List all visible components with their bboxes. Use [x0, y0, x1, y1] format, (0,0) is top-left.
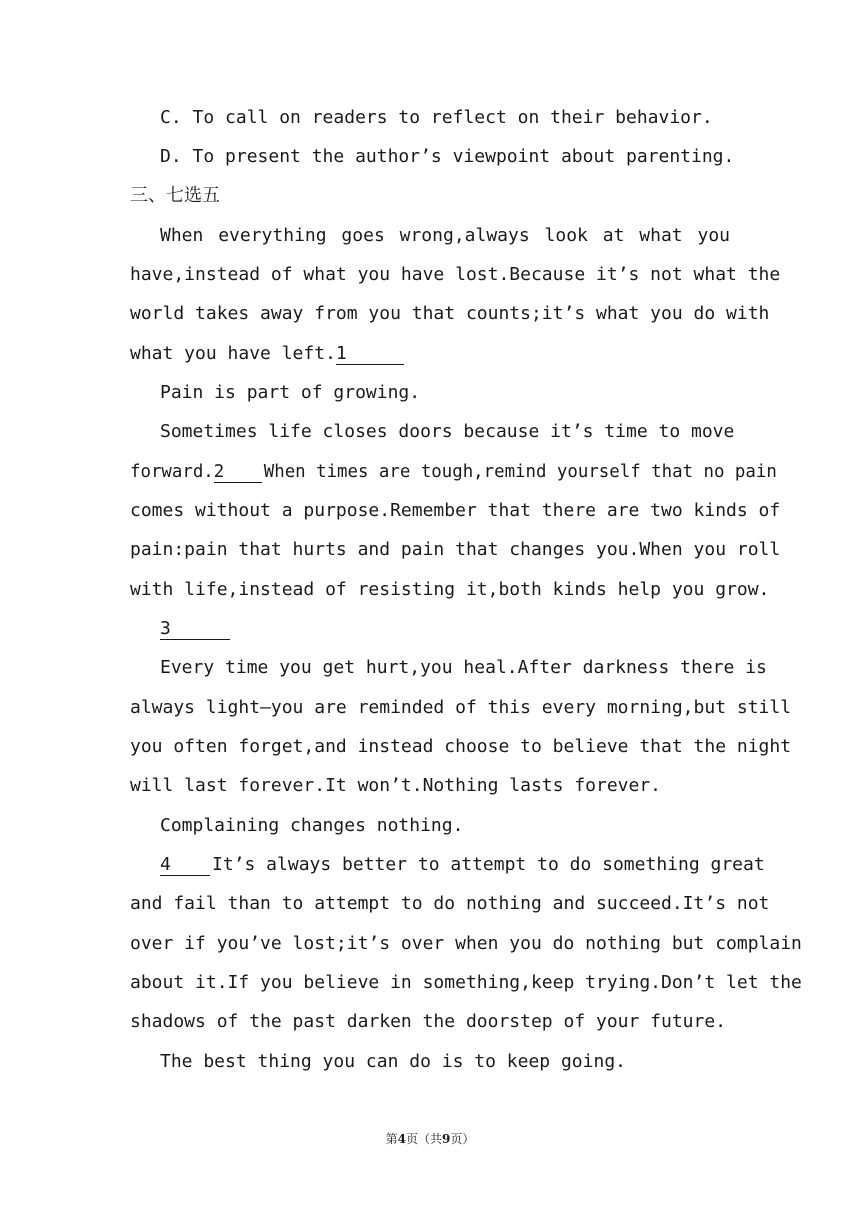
- passage-line: shadows of the past darken the doorstep of your future.: [130, 1011, 727, 1032]
- passage-line: When everything goes wrong,always look at what you: [160, 225, 730, 246]
- blank-4: 4: [160, 855, 210, 876]
- passage-line: comes without a purpose.Remember that there are two kinds of: [130, 500, 781, 521]
- passage-line: about it.If you believe in something,keep trying.Don’t let the: [130, 972, 802, 993]
- passage-text: forward.: [130, 462, 214, 482]
- passage-text: what you have left.: [130, 343, 336, 364]
- blank-1: 1: [336, 344, 404, 365]
- footer-suffix: 页）: [450, 1132, 475, 1146]
- subheading-keep-going: The best thing you can do is to keep going.: [160, 1051, 626, 1072]
- blank-3-line: [160, 617, 730, 641]
- passage-line: Every time you get hurt,you heal.After darkness there is: [160, 657, 767, 678]
- blank-2: 2: [214, 462, 262, 483]
- footer-page-number: 4: [397, 1132, 406, 1146]
- passage-line: with life,instead of resisting it,both kinds help you grow.: [130, 579, 770, 600]
- subheading-pain: Pain is part of growing.: [160, 382, 421, 403]
- option-c: C. To call on readers to reflect on their behavior.: [160, 107, 713, 128]
- passage-line: will last forever.It won’t.Nothing lasts forever.: [130, 775, 662, 796]
- passage-line: always light—you are reminded of this every morning,but still: [130, 697, 792, 718]
- passage-line: have,instead of what you have lost.Because it’s not what the: [130, 264, 781, 285]
- passage-text: When times are tough,remind yourself that no pain: [263, 462, 777, 482]
- passage-line: [160, 853, 765, 877]
- passage-line: pain:pain that hurts and pain that changes you.When you roll: [130, 539, 781, 560]
- option-d: D. To present the author’s viewpoint about parenting.: [160, 146, 735, 167]
- footer-prefix: 第: [385, 1132, 398, 1146]
- subheading-complaining: Complaining changes nothing.: [160, 815, 464, 836]
- passage-line: [130, 342, 730, 366]
- section-heading: 三、七选五: [130, 185, 220, 206]
- passage-line: world takes away from you that counts;it’s what you do with: [130, 303, 770, 324]
- passage-text: It’s always better to attempt to do something great: [212, 854, 765, 875]
- passage-line: you often forget,and instead choose to believe that the night: [130, 736, 792, 757]
- passage-line: and fail than to attempt to do nothing and succeed.It’s not: [130, 893, 770, 914]
- blank-3: 3: [160, 619, 230, 640]
- footer-total-pages: 9: [442, 1132, 451, 1146]
- page-footer: [0, 1130, 860, 1147]
- passage-line: [130, 460, 777, 484]
- passage-line: over if you’ve lost;it’s over when you do nothing but complain: [130, 933, 802, 954]
- passage-line: Sometimes life closes doors because it’s time to move: [160, 421, 735, 442]
- footer-middle: 页（共: [405, 1132, 442, 1146]
